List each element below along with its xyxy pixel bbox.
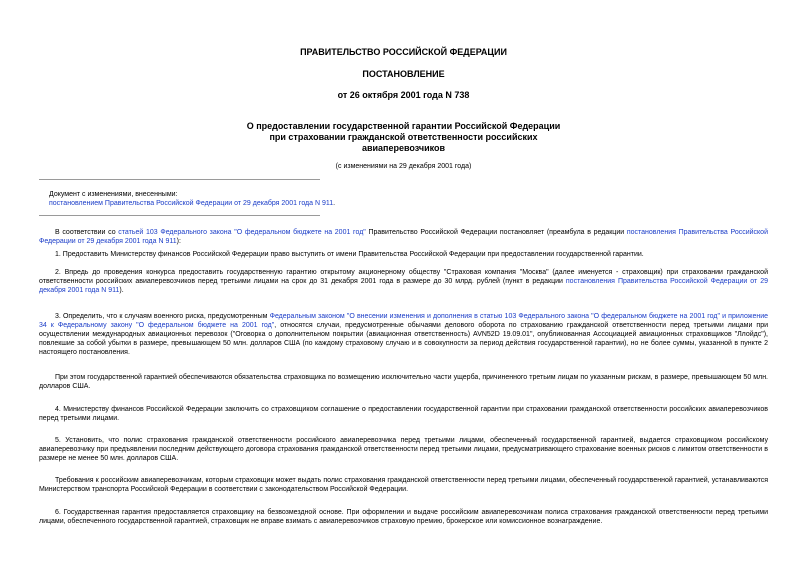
preamble-text-3: ): bbox=[176, 238, 181, 245]
top-divider bbox=[39, 179, 320, 180]
amendment-line bbox=[49, 199, 349, 208]
resolution-link-preamble[interactable]: постановления Правительства Российской Федерации от 29 декабря 2001 года N 911 bbox=[39, 229, 768, 245]
amendment-link[interactable]: постановлением Правительства Российской Федерации от 29 декабря 2001 года N 911 bbox=[49, 200, 334, 207]
amendment-note bbox=[49, 190, 349, 208]
paragraph-5-continued: Требования к российским авиаперевозчикам, которым страховщик может выдать полис страхования гражданской ответственности перед третьими лицами, обеспеченный государственной гарантией, устанавливаются Министерством транспорта Российской Федерации в соответствии с законодательством Российской Федерации. bbox=[39, 477, 768, 493]
resolution-link-p2[interactable]: постановления Правительства Российской Федерации от 29 декабря 2001 года N 911 bbox=[39, 278, 769, 294]
paragraph-2-end: ). bbox=[119, 287, 124, 294]
paragraph-3-text-2: , относятся случаи, предусмотренные обычаями делового оборота по страхованию гражданской ответственности перед третьими лицами при осуществлении международных авиационных перевозок ("Оговорка о дополнительном покрытии (авиационная ответственность) AVN52D 19.09.01", опубликованная Ассоциацией авиационных страховщиков "Ллойдс"), повлекшие за собой убытки в размере, превышающем 50 млн. долларов США (по каждому страховому случаю и в совокупности за период действия государственной гарантии), но не более суммы, указанной в пункте 2 настоящего постановления. bbox=[39, 322, 768, 356]
law-article-link[interactable]: статьей 103 Федерального закона "О федеральном бюджете на 2001 год" bbox=[118, 229, 366, 236]
paragraph-3-continued: При этом государственной гарантией обеспечиваются обязательства страховщика по возмещению исключительно части ущерба, причиненного третьим лицам по указанным рискам, в размере, превышающем 50 млн. долларов США. bbox=[39, 374, 768, 390]
preamble-text-1: В соответствии со bbox=[55, 229, 119, 236]
paragraph-1: 1. Предоставить Министерству финансов Российской Федерации право выступить от имени Правительства Российской Федерации при предоставлении государственной гарантии. bbox=[55, 251, 644, 258]
date-number-heading: от 26 октября 2001 года N 738 bbox=[337, 90, 470, 100]
title-line-2: при страховании гражданской ответственности российских bbox=[269, 132, 538, 142]
amendment-intro: Документ с изменениями, внесенными: bbox=[49, 191, 178, 198]
document-title bbox=[0, 121, 807, 154]
paragraph-2 bbox=[39, 268, 768, 295]
federal-law-link[interactable]: Федеральным законом "О внесении изменения и дополнения в статью 103 Федерального закона "О федеральном бюджете на 2001 год" и приложение 34 к Федеральному закону "О федеральном бюджете на 2001 год" bbox=[39, 313, 769, 329]
government-heading: ПРАВИТЕЛЬСТВО РОССИЙСКОЙ ФЕДЕРАЦИИ bbox=[300, 47, 507, 57]
bottom-divider bbox=[39, 215, 320, 216]
title-line-3: авиаперевозчиков bbox=[361, 143, 446, 153]
title-line-1: О предоставлении государственной гарантии Российской Федерации bbox=[246, 121, 561, 131]
paragraph-6: 6. Государственная гарантия предоставляется страховщику на безвозмездной основе. При оформлении и выдаче российским авиаперевозчикам полиса страхования гражданской ответственности перед третьими лицами, обеспеченного государственной гарантией, страховщик не вправе взимать с авиаперевозчиков страховую премию, брокерское или комиссионное вознаграждение. bbox=[39, 509, 768, 525]
paragraph-3-text-1: 3. Определить, что к случаям военного риска, предусмотренным bbox=[55, 313, 270, 320]
preamble-text-2: Правительство Российской Федерации постановляет (преамбула в редакции bbox=[365, 229, 627, 236]
changes-note: (с изменениями на 29 декабря 2001 года) bbox=[335, 163, 472, 170]
amendment-end: . bbox=[333, 200, 336, 207]
paragraph-4: 4. Министерству финансов Российской Федерации заключить со страховщиком соглашение о предоставлении государственной гарантии при страховании гражданской ответственности российских авиаперевозчиков перед третьими лицами. bbox=[39, 406, 768, 422]
paragraph-3 bbox=[39, 312, 768, 357]
paragraph-2-text: 2. Впредь до проведения конкурса предоставить государственную гарантию открытому акционерному обществу "Страховая компания "Москва" (далее именуется - страховщик) при страховании гражданской ответственности российских авиаперевозчиков перед третьими лицами на срок до 31 декабря 2001 года в размере до 30 млрд. рублей (пункт в редакции bbox=[39, 269, 768, 285]
paragraph-preamble bbox=[39, 228, 768, 246]
paragraph-5: 5. Установить, что полис страхования гражданской ответственности российского авиаперевозчика перед третьими лицами, обеспеченный государственной гарантией, выдается страховщиком российскому авиаперевозчику при предъявлении последним действующего договора страхования гражданской ответственности перед третьими лицами, предусматривающего страхование военных рисков с лимитом ответственности в размере не менее 50 млн. долларов США. bbox=[39, 437, 768, 462]
document-type-heading: ПОСТАНОВЛЕНИЕ bbox=[362, 69, 445, 79]
